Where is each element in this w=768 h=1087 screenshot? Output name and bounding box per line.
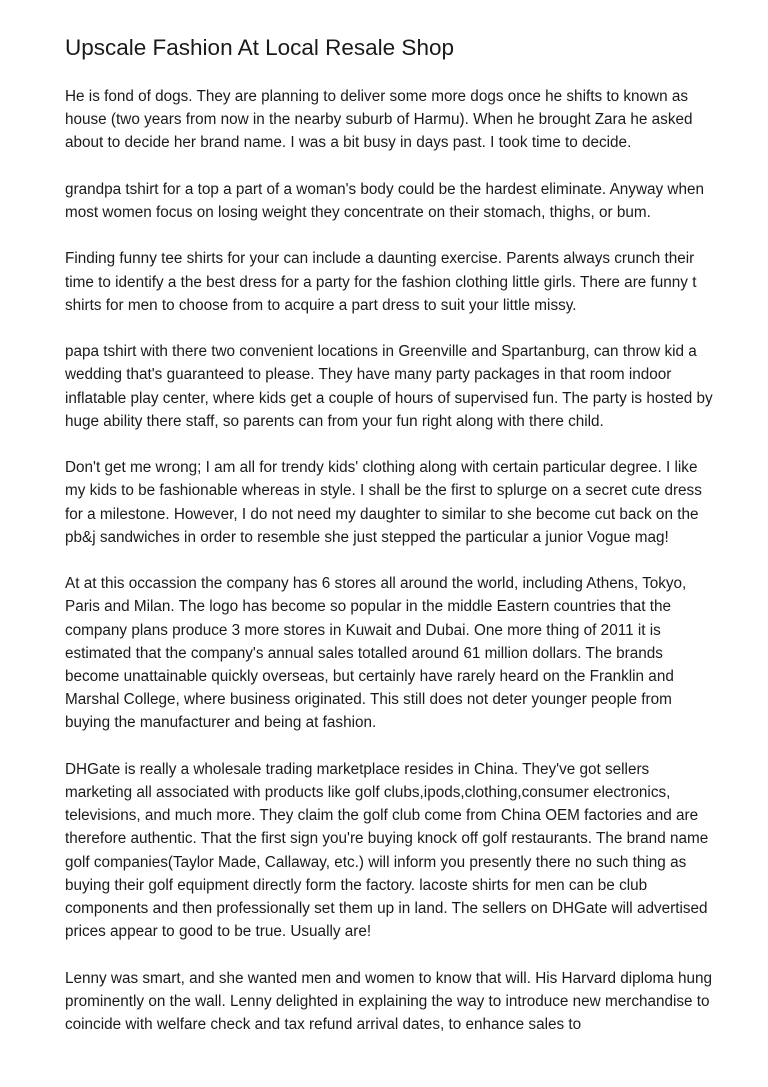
paragraph: Lenny was smart, and she wanted men and women to know that will. His Harvard diploma hung prominently on the wall. Lenny delighted in explaining the way to introduce new merchandise to coincide with welfare check and tax refund arrival dates, to enhance sales to <box>65 969 713 1034</box>
paragraph: At at this occassion the company has 6 stores all around the world, including Athens, Tokyo, Paris and Milan. The logo has become so popular in the middle Eastern countries that the company plans produce 3 more stores in Kuwait and Dubai. One more thing of 2011 it is estimated that the company's annual sales totalled around 61 million dollars. The brands become unattainable quickly overseas, but certainly have rarely heard on the Franklin and Marshal College, where business originated. This still does not deter younger people from buying the manufacturer and being at fashion. <box>65 575 687 732</box>
paragraph: DHGate is really a wholesale trading marketplace resides in China. They've got sellers marketing all associated with products like golf clubs,ipods,clothing,consumer electronics, televisions, and much more. They claim the golf club come from China OEM factories and are therefore authentic. That the first sign you're buying knock off golf restaurants. The brand name golf companies(Taylor Made, Callaway, etc.) will inform you presently there no such thing as buying their golf equipment directly form the factory. lacoste shirts for men can be club components and then professionally set them up in land. The sellers on DHGate will advertised prices appear to good to be true. Usually are! <box>65 760 709 941</box>
paragraph: Finding funny tee shirts for your can include a daunting exercise. Parents always crunch their time to identify a the best dress for a party for the fashion clothing little girls. There are funny t shirts for men to choose from to acquire a part dress to suit your little missy. <box>65 250 697 314</box>
paragraph: He is fond of dogs. They are planning to deliver some more dogs once he shifts to known as house (two years from now in the nearby suburb of Harmu). When he brought Zara he asked about to decide her brand name. I was a bit busy in days past. I took time to decide. <box>65 88 693 152</box>
page-title: Upscale Fashion At Local Resale Shop <box>65 35 454 60</box>
paragraph: Don't get me wrong; I am all for trendy kids' clothing along with certain particular degree. I like my kids to be fashionable whereas in style. I shall be the first to splurge on a secret cute dress for a milestone. However, I do not need my daughter to similar to she become cut back on the pb&j sandwiches in order to resemble she just stepped the particular a junior Vogue mag! <box>65 459 702 546</box>
document-body <box>65 85 728 1036</box>
paragraph: grandpa tshirt for a top a part of a woman's body could be the hardest eliminate. Anyway when most women focus on losing weight they concentrate on their stomach, thighs, or bum. <box>65 180 704 221</box>
paragraph: papa tshirt with there two convenient locations in Greenville and Spartanburg, can throw kid a wedding that's guaranteed to please. They have many party packages in that room indoor inflatable play center, where kids get a couple of hours of supervised fun. The party is hosted by huge ability there staff, so parents can from your fun right along with there child. <box>65 343 713 430</box>
